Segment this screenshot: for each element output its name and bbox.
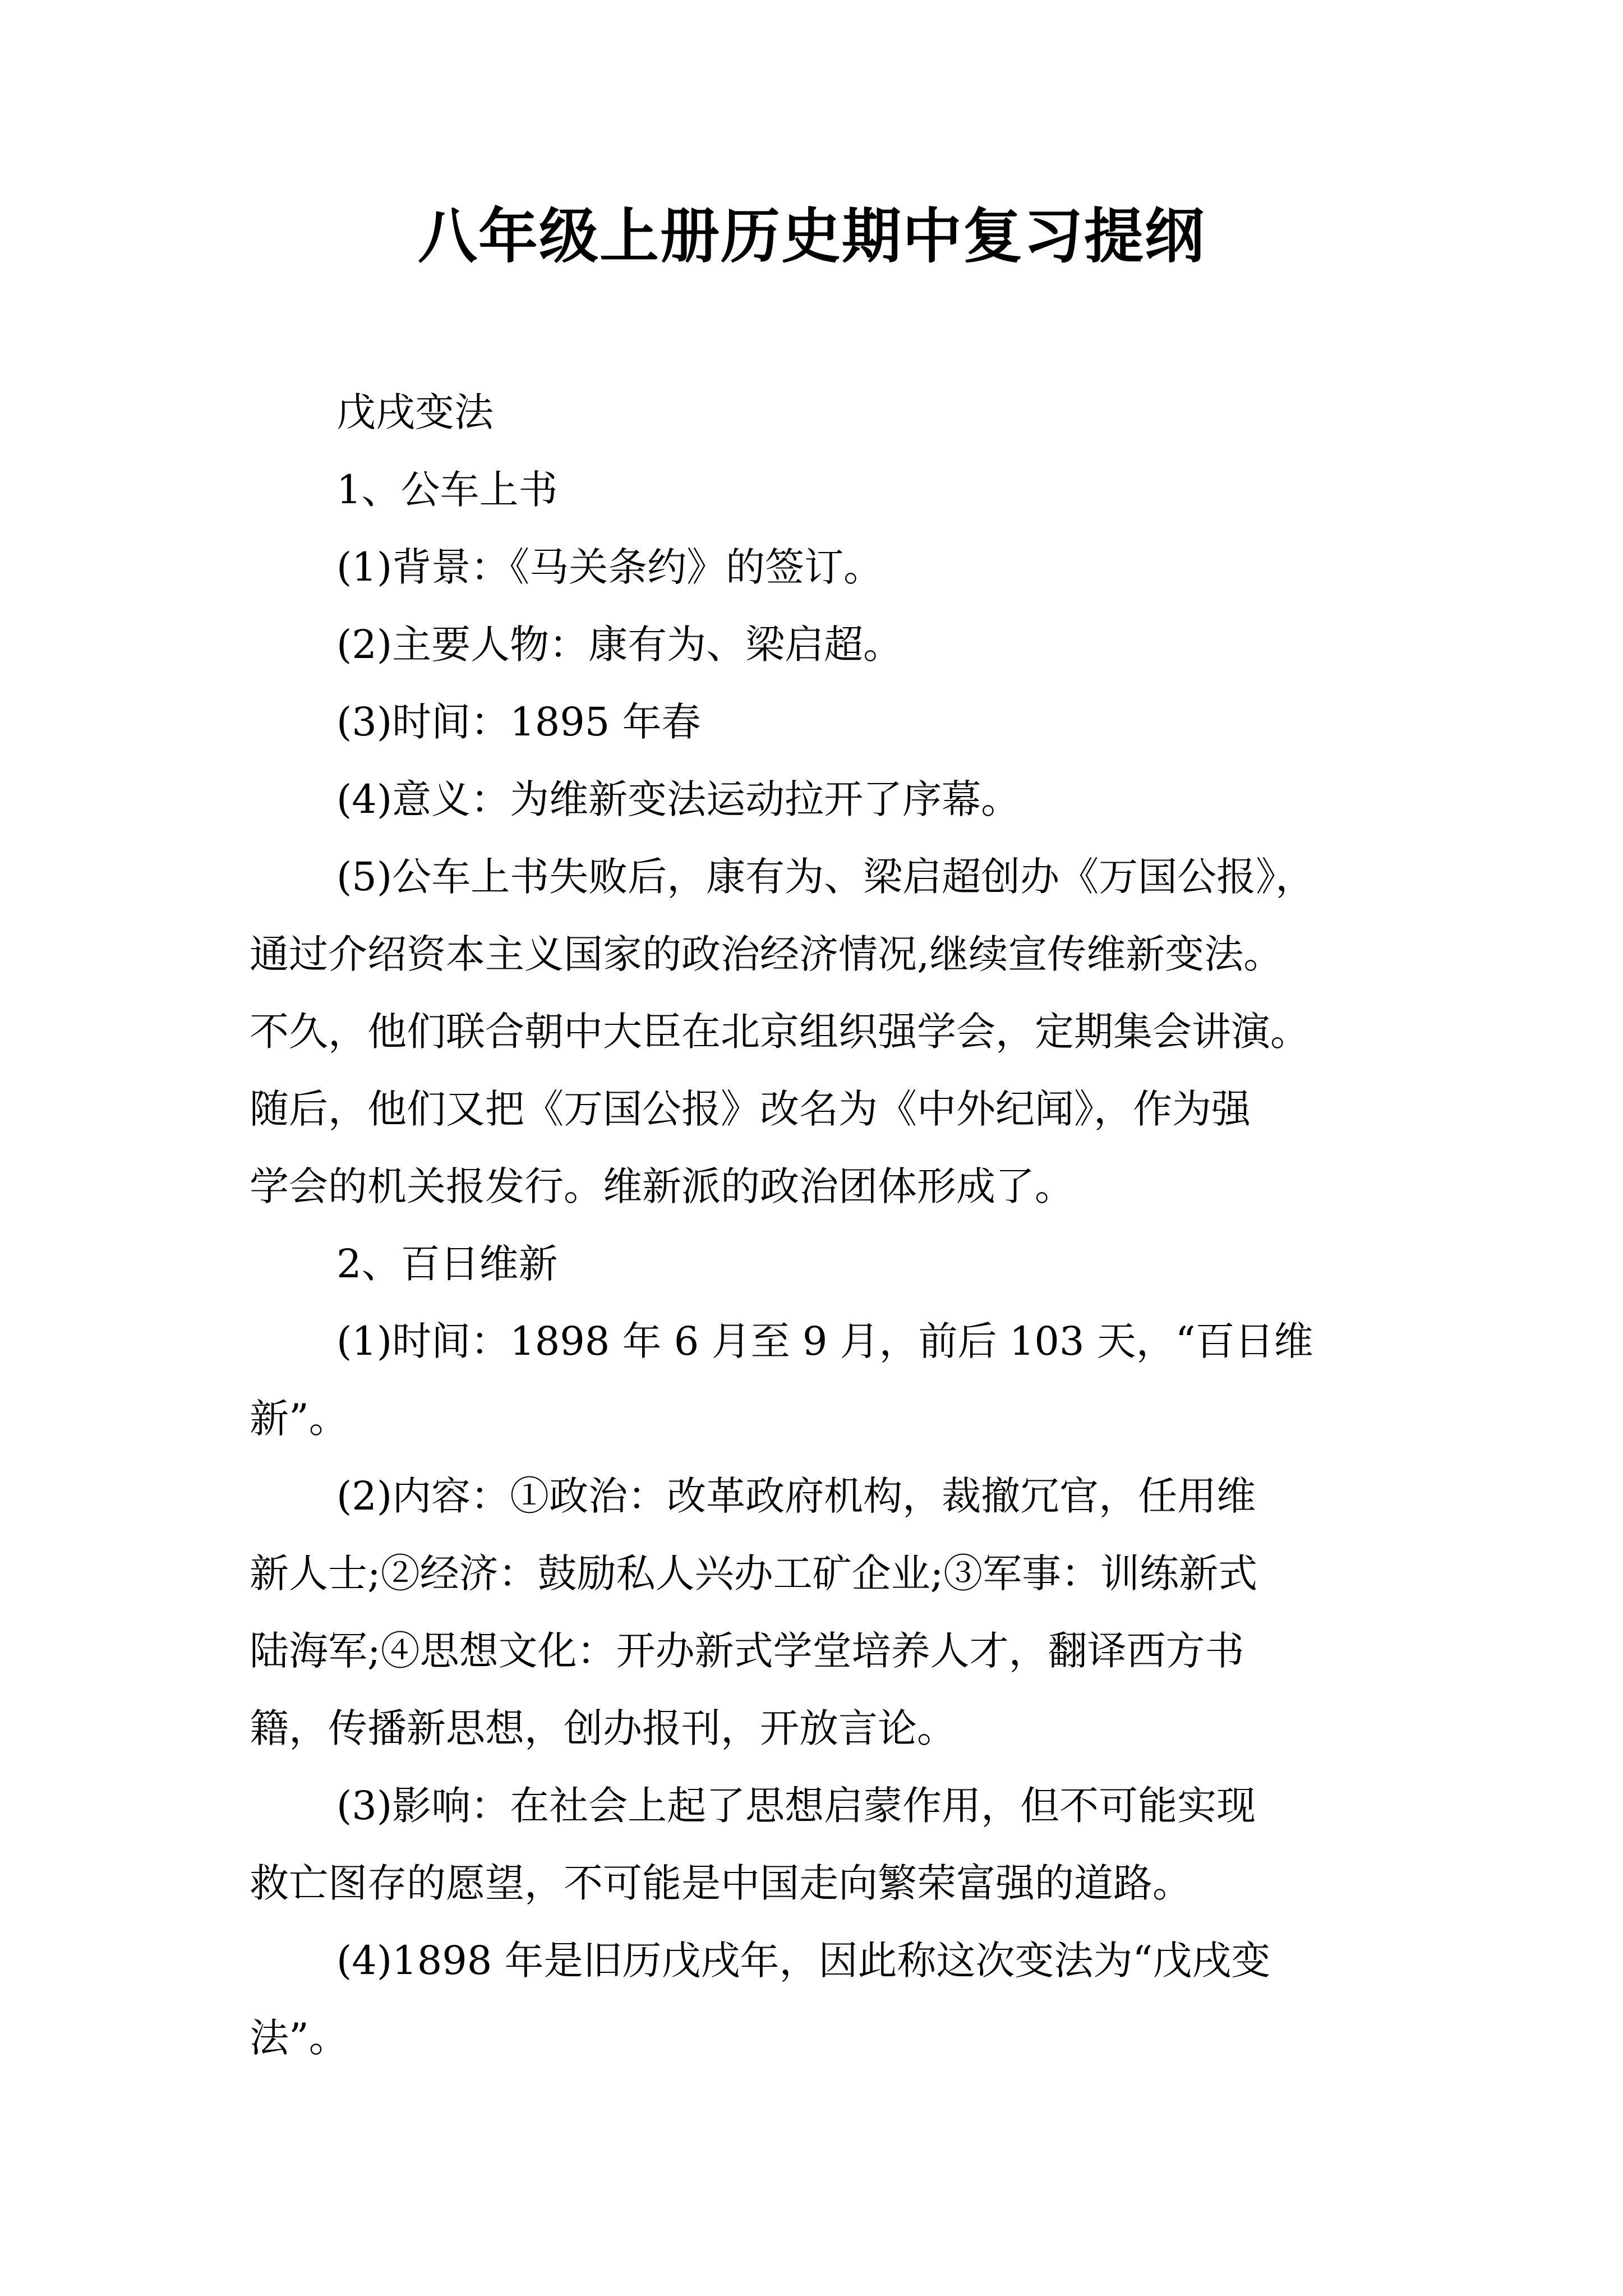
text-line: 随后，他们又把《万国公报》改名为《中外纪闻》，作为强 [250,1086,1251,1132]
text-line: 陆海军;④思想文化：开办新式学堂培养人才，翻译西方书 [250,1628,1244,1674]
text-line: (4)1898 年是旧历戊戌年，因此称这次变法为“戊戌变 [336,1938,1271,1984]
text-line: (4)意义：为维新变法运动拉开了序幕。 [336,776,1021,822]
text-line: (5)公车上书失败后，康有为、梁启超创办《万国公报》， [336,854,1315,900]
text-line: 新人士;②经济：鼓励私人兴办工矿企业;③军事：训练新式 [250,1550,1258,1596]
text-line: (3)影响：在社会上起了思想启蒙作用，但不可能实现 [336,1783,1256,1829]
text-line: 不久，他们联合朝中大臣在北京组织强学会，定期集会讲演。 [250,1009,1310,1055]
subsection-heading: 1、公车上书 [336,467,558,513]
section-heading: 戊戌变法 [336,389,494,435]
page-title: 八年级上册历史期中复习提纲 [418,202,1205,271]
text-line: (2)主要人物：康有为、梁启超。 [336,622,903,668]
text-line: 救亡图存的愿望，不可能是中国走向繁荣富强的道路。 [250,1860,1192,1906]
text-line: (2)内容：①政治：改革政府机构，裁撤冗官，任用维 [336,1473,1256,1519]
text-line: 通过介绍资本主义国家的政治经济情况,继续宣传维新变法。 [250,931,1283,977]
text-line: 学会的机关报发行。维新派的政治团体形成了。 [250,1163,1074,1209]
text-line: (1)背景：《马关条约》的签订。 [336,544,883,590]
text-line: 新”。 [250,1396,348,1442]
text-line: (3)时间：1895 年春 [336,699,701,745]
text-line: 法”。 [250,2015,348,2061]
text-line: 籍，传播新思想，创办报刊，开放言论。 [250,1705,956,1751]
subsection-heading: 2、百日维新 [336,1241,558,1287]
text-line: (1)时间：1898 年 6 月至 9 月，前后 103 天，“百日维 [336,1318,1313,1364]
